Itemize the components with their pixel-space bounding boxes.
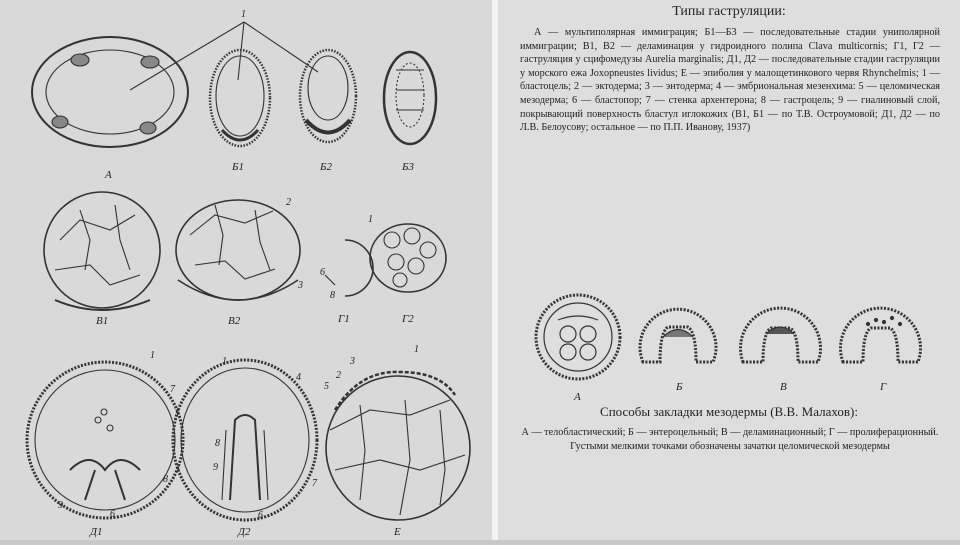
label-v2: В2 — [228, 315, 241, 327]
num-v2-3: 3 — [298, 280, 303, 291]
label-d2: Д2 — [238, 526, 251, 538]
label-v1: В1 — [96, 315, 109, 327]
drawing-e-epiboly — [326, 372, 470, 520]
num-d1-1: 1 — [150, 350, 155, 361]
label-mesoderm-v: В — [780, 381, 787, 393]
num-g1-1: 1 — [368, 214, 373, 225]
drawing-b2 — [300, 50, 356, 142]
drawing-a-multipolar — [32, 37, 188, 147]
num-e-5: 5 — [324, 381, 329, 392]
num-d1-7: 7 — [170, 384, 175, 395]
mesoderm-caption: А — телобластический; Б — энтероцельный; В — деламинационный; Г — пролиферационный. Густыми мелкими точками обозначены зачатки целомической мезодермы — [521, 427, 939, 452]
mesoderm-drawings — [498, 282, 960, 412]
label-mesoderm-b: Б — [676, 381, 683, 393]
drawing-d1 — [27, 362, 183, 518]
mesoderm-title: Способы закладки мезодермы (В.В. Малахов): — [600, 404, 858, 419]
num-d1-8: 8 — [163, 474, 168, 485]
drawing-g1 — [325, 240, 373, 296]
num-d2-6: 6 — [258, 510, 263, 521]
num-e-1: 1 — [414, 344, 419, 355]
label-b1: Б1 — [232, 161, 244, 173]
drawing-mesoderm-v — [741, 308, 821, 362]
label-b3: Б3 — [402, 161, 414, 173]
drawing-g2 — [370, 224, 446, 292]
drawing-b3 — [384, 52, 436, 144]
num-d1-9: 9 — [58, 500, 63, 511]
drawing-mesoderm-b — [640, 309, 716, 362]
gastrulation-title: Типы гаструляции: — [672, 4, 786, 19]
label-d1: Д1 — [90, 526, 103, 538]
label-g1: Г1 — [338, 313, 350, 325]
drawing-mesoderm-g — [841, 308, 921, 362]
drawing-mesoderm-a — [536, 295, 620, 379]
num-e-3: 3 — [350, 356, 355, 367]
label-mesoderm-g: Г — [880, 381, 887, 393]
label-a: А — [105, 169, 112, 181]
num-v2-2: 2 — [286, 197, 291, 208]
label-b2: Б2 — [320, 161, 332, 173]
text-page — [498, 0, 960, 540]
num-d2-9: 9 — [213, 462, 218, 473]
label-e: Е — [394, 526, 401, 538]
gastrulation-caption: А — мультиполярная иммиграция; Б1—Б3 — последовательные стадии униполярной иммиграции; В1, В2 — деламинация у гидроидного полипа Clava multicornis; Г1, Г2 — гаструляция у сцифомедузы Aurelia marginalis; Д1, Д2 — последовательные стадии гаструляции у морского ежа Joxopneustes lividus; Е — эпиболия у малощетинкового червя Rhynchelmis; 1 — бластоцель; 2 — эктодерма; 3 — энтодерма; 4 — эмбриональная мезенхима: 5 — целомическая мезодерма; 6 — бластопор; 7 — стенка архентерона; 8 — гастроцель; 9 — гиалиновый слой, покрывающий поверхность бластул иглокожих (В1, Б1 — по Т.В. Остроумовой; Д1, Д2 — по Л.В. Белоусову; остальное — по П.П. Иванову, 1937) — [520, 27, 940, 134]
label-mesoderm-a: А — [574, 391, 581, 403]
num-e-2: 2 — [336, 370, 341, 381]
label-callout-1: 1 — [241, 9, 246, 20]
label-g2: Г2 — [402, 313, 414, 325]
num-d2-1: 1 — [222, 356, 227, 367]
drawing-v2 — [176, 200, 300, 300]
drawing-v1 — [44, 192, 160, 310]
num-d2-8: 8 — [215, 438, 220, 449]
num-g1-6: 6 — [320, 267, 325, 278]
num-d2-7: 7 — [312, 478, 317, 489]
num-g1-8: 8 — [330, 290, 335, 301]
num-d2-4: 4 — [296, 372, 301, 383]
num-d1-6: 6 — [110, 509, 115, 520]
drawing-d2 — [173, 360, 317, 520]
